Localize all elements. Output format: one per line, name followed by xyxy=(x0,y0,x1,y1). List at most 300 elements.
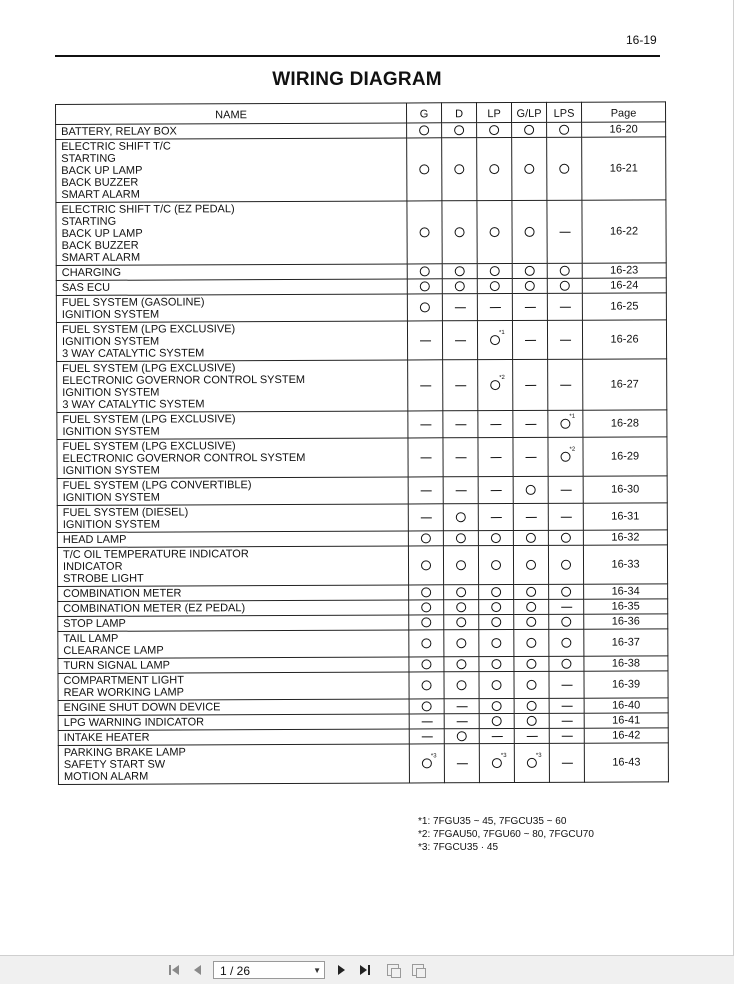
previous-page-icon[interactable] xyxy=(190,962,204,978)
row-name-cell xyxy=(56,264,407,281)
col-header-name: NAME xyxy=(56,103,407,125)
dash-mark-icon xyxy=(560,516,571,517)
circle-mark-icon xyxy=(422,701,432,711)
row-name-line: ELECTRONIC GOVERNOR CONTROL SYSTEM xyxy=(62,451,306,465)
row-name-line: ELECTRIC SHIFT T/C (EZ PEDAL) xyxy=(61,203,235,216)
row-name-line: FUEL SYSTEM (DIESEL) xyxy=(62,506,189,519)
circle-mark-icon xyxy=(491,602,501,612)
applicability-cell xyxy=(514,728,549,743)
col-header-glp: G/LP xyxy=(511,102,546,122)
row-name-cell xyxy=(56,294,407,323)
circle-mark-icon xyxy=(524,164,534,174)
dash-mark-icon xyxy=(489,307,500,308)
circle-mark-icon xyxy=(491,587,501,597)
applicability-cell xyxy=(549,584,584,599)
applicability-cell xyxy=(512,122,547,137)
applicability-cell xyxy=(479,615,514,630)
applicability-cell xyxy=(513,410,548,437)
applicability-cell xyxy=(549,698,584,713)
applicability-cell xyxy=(514,743,549,782)
circle-mark-icon xyxy=(525,266,535,276)
applicability-cell xyxy=(442,294,477,321)
applicability-cell xyxy=(478,411,513,438)
row-name-cell xyxy=(57,504,408,533)
table-header-row xyxy=(56,102,666,125)
applicability-cell xyxy=(444,585,479,600)
applicability-cell xyxy=(443,360,478,411)
dash-mark-icon xyxy=(560,489,571,490)
circle-mark-icon xyxy=(526,659,536,669)
applicability-cell xyxy=(547,320,582,359)
row-name-line: BACK BUZZER xyxy=(61,176,139,189)
circle-mark-icon xyxy=(455,281,465,291)
circle-mark-icon xyxy=(491,533,501,543)
row-name-cell xyxy=(56,201,407,266)
applicability-cell xyxy=(549,713,584,728)
first-page-icon[interactable] xyxy=(166,962,182,978)
applicability-cell xyxy=(443,546,478,585)
row-name-line: IGNITION SYSTEM xyxy=(62,464,160,477)
col-header-lps: LPS xyxy=(546,102,581,122)
circle-mark-icon xyxy=(561,560,571,570)
applicability-cell xyxy=(512,263,547,278)
applicability-cell xyxy=(547,278,582,293)
applicability-cell xyxy=(444,699,479,714)
row-name-cell xyxy=(58,630,409,659)
applicability-cell xyxy=(478,438,513,477)
applicability-cell xyxy=(512,293,547,320)
page-ref-cell: 16-20 xyxy=(582,122,666,137)
circle-mark-icon xyxy=(527,701,537,711)
row-name-line: SMART ALARM xyxy=(61,188,140,201)
applicability-cell xyxy=(548,503,583,530)
table-row xyxy=(56,293,666,323)
circle-mark-icon xyxy=(420,227,430,237)
dash-mark-icon xyxy=(420,457,431,458)
row-name-cell xyxy=(57,477,408,506)
circle-mark-icon xyxy=(490,375,505,390)
page-ref-cell: 16-21 xyxy=(582,137,666,200)
footnote-ref: *2 xyxy=(499,375,505,382)
applicability-cell xyxy=(409,699,444,714)
applicability-cell xyxy=(408,504,443,531)
row-name-cell xyxy=(57,360,408,413)
applicability-cell xyxy=(548,530,583,545)
page-indicator: 1 / 26 xyxy=(220,964,251,978)
applicability-cell xyxy=(408,438,443,477)
row-name-cell xyxy=(58,729,409,746)
applicability-cell xyxy=(444,657,479,672)
applicability-cell xyxy=(409,657,444,672)
table-row xyxy=(56,320,666,362)
page-ref-cell: 16-37 xyxy=(584,629,668,656)
table-row xyxy=(57,410,667,440)
circle-mark-icon xyxy=(526,560,536,570)
dash-mark-icon xyxy=(420,517,431,518)
applicability-cell xyxy=(442,138,477,201)
applicability-cell xyxy=(443,438,478,477)
dash-mark-icon xyxy=(525,456,536,457)
circle-mark-icon xyxy=(527,752,542,768)
row-name-cell xyxy=(57,438,408,479)
applicability-cell xyxy=(513,359,548,410)
dash-mark-icon xyxy=(490,457,501,458)
dash-mark-icon xyxy=(491,736,502,737)
dash-mark-icon xyxy=(561,720,572,721)
row-name-line: T/C OIL TEMPERATURE INDICATOR xyxy=(62,548,249,561)
applicability-cell xyxy=(408,477,443,504)
circle-mark-icon xyxy=(492,680,502,690)
applicability-cell xyxy=(514,584,549,599)
dash-mark-icon xyxy=(490,517,501,518)
page-number: 16-19 xyxy=(626,33,657,47)
circle-mark-icon xyxy=(490,281,500,291)
applicability-cell xyxy=(444,744,479,783)
row-name-line: FUEL SYSTEM (GASOLINE) xyxy=(61,296,205,309)
circle-mark-icon xyxy=(526,587,536,597)
applicability-cell xyxy=(444,729,479,744)
circle-mark-icon xyxy=(422,753,437,768)
next-page-icon[interactable] xyxy=(334,962,348,978)
applicability-cell xyxy=(477,279,512,294)
dash-mark-icon xyxy=(490,424,501,425)
page-ref-cell: 16-22 xyxy=(582,200,666,263)
footnote-ref: *1 xyxy=(569,413,576,420)
page-ref-cell: 16-32 xyxy=(583,530,667,545)
page-ref-cell: 16-35 xyxy=(584,599,668,614)
footnotes xyxy=(418,815,594,854)
circle-mark-icon xyxy=(421,659,431,669)
row-name-cell xyxy=(57,531,408,548)
applicability-cell xyxy=(409,729,444,744)
row-name-cell xyxy=(58,600,409,617)
header-rule xyxy=(55,55,660,57)
applicability-cell xyxy=(444,615,479,630)
circle-mark-icon xyxy=(561,638,571,648)
circle-mark-icon xyxy=(419,125,429,135)
two-page-view-icon[interactable] xyxy=(410,962,426,978)
circle-mark-icon xyxy=(526,638,536,648)
page-ref-cell: 16-36 xyxy=(584,614,668,629)
circle-mark-icon xyxy=(526,617,536,627)
row-name-line: FUEL SYSTEM (LPG EXCLUSIVE) xyxy=(62,362,236,375)
applicability-cell xyxy=(408,360,443,411)
page-ref-cell: 16-39 xyxy=(584,671,668,698)
circle-mark-icon xyxy=(525,227,535,237)
circle-mark-icon xyxy=(456,533,466,543)
row-name-line: FUEL SYSTEM (LPG EXCLUSIVE) xyxy=(61,323,236,336)
row-name-line: IGNITION SYSTEM xyxy=(61,308,160,321)
applicability-cell xyxy=(514,713,549,728)
applicability-cell xyxy=(549,728,584,743)
row-name-line: 3 WAY CATALYTIC SYSTEM xyxy=(62,398,205,411)
table-row xyxy=(57,545,667,587)
dash-mark-icon xyxy=(525,516,536,517)
applicability-cell xyxy=(479,600,514,615)
circle-mark-icon xyxy=(456,560,466,570)
applicability-cell xyxy=(478,504,513,531)
applicability-cell xyxy=(408,411,443,438)
applicability-cell xyxy=(549,743,584,782)
circle-mark-icon xyxy=(560,413,576,429)
circle-mark-icon xyxy=(454,125,464,135)
applicability-cell xyxy=(514,656,549,671)
applicability-cell xyxy=(477,321,512,360)
row-name-line: IGNITION SYSTEM xyxy=(62,491,160,504)
row-name-line: TURN SIGNAL LAMP xyxy=(63,659,171,672)
row-name-line: ELECTRONIC GOVERNOR CONTROL SYSTEM xyxy=(62,373,306,387)
page-ref-cell: 16-25 xyxy=(582,293,666,320)
row-name-line: FUEL SYSTEM (LPG CONVERTIBLE) xyxy=(62,479,252,492)
dash-mark-icon xyxy=(561,735,572,736)
circle-mark-icon xyxy=(456,659,466,669)
page-selector[interactable] xyxy=(213,961,325,979)
page-ref-cell: 16-40 xyxy=(584,698,668,713)
applicability-cell xyxy=(408,531,443,546)
dash-mark-icon xyxy=(526,735,537,736)
applicability-cell xyxy=(478,477,513,504)
row-name-cell xyxy=(58,585,409,602)
dash-mark-icon xyxy=(455,385,466,386)
dash-mark-icon xyxy=(490,490,501,491)
circle-mark-icon xyxy=(421,638,431,648)
row-name-line: CHARGING xyxy=(61,266,122,279)
table-row xyxy=(58,629,668,659)
dash-mark-icon xyxy=(421,721,432,722)
footnote-ref: *2 xyxy=(569,446,576,453)
page-ref-cell: 16-30 xyxy=(583,476,667,503)
page-ref-cell: 16-38 xyxy=(584,656,668,671)
table-row xyxy=(56,200,666,266)
applicability-cell xyxy=(477,201,512,264)
applicability-cell xyxy=(549,671,584,698)
applicability-cell xyxy=(477,138,512,201)
circle-mark-icon xyxy=(492,753,507,768)
applicability-cell xyxy=(407,264,442,279)
applicability-cell xyxy=(514,671,549,698)
circle-mark-icon xyxy=(419,164,429,174)
applicability-cell xyxy=(513,545,548,584)
circle-mark-icon xyxy=(561,446,576,462)
row-name-cell xyxy=(58,672,409,701)
single-page-view-icon[interactable] xyxy=(385,962,401,978)
circle-mark-icon xyxy=(420,281,430,291)
table-row xyxy=(58,743,668,785)
row-name-line: FUEL SYSTEM (LPG EXCLUSIVE) xyxy=(62,413,236,426)
row-name-line: FUEL SYSTEM (LPG EXCLUSIVE) xyxy=(62,440,236,453)
row-name-cell xyxy=(56,279,407,296)
last-page-icon[interactable] xyxy=(357,962,373,978)
circle-mark-icon xyxy=(457,680,467,690)
applicability-cell xyxy=(514,599,549,614)
row-name-cell xyxy=(56,123,407,140)
row-name-line: LPG WARNING INDICATOR xyxy=(63,716,205,729)
applicability-cell xyxy=(409,744,444,783)
applicability-cell xyxy=(442,123,477,138)
applicability-cell xyxy=(547,137,582,200)
applicability-cell xyxy=(479,585,514,600)
circle-mark-icon xyxy=(491,560,501,570)
navigation-toolbar xyxy=(0,955,734,984)
dash-mark-icon xyxy=(524,306,535,307)
row-name-line: STROBE LIGHT xyxy=(63,572,144,585)
page-ref-cell: 16-23 xyxy=(582,263,666,278)
applicability-cell xyxy=(547,122,582,137)
circle-mark-icon xyxy=(455,227,465,237)
applicability-cell xyxy=(547,293,582,320)
applicability-cell xyxy=(512,320,547,359)
applicability-cell xyxy=(444,714,479,729)
row-name-line: COMPARTMENT LIGHT xyxy=(63,674,184,687)
row-name-cell xyxy=(56,138,407,203)
dash-mark-icon xyxy=(420,490,431,491)
row-name-cell xyxy=(58,714,409,731)
applicability-cell xyxy=(409,600,444,615)
circle-mark-icon xyxy=(421,617,431,627)
circle-mark-icon xyxy=(561,617,571,627)
dash-mark-icon xyxy=(455,424,466,425)
applicability-cell xyxy=(444,672,479,699)
row-name-line: SAFETY START SW xyxy=(63,758,166,771)
table-row xyxy=(57,437,667,479)
applicability-cell xyxy=(549,656,584,671)
page-ref-cell: 16-24 xyxy=(582,278,666,293)
dash-mark-icon xyxy=(420,385,431,386)
row-name-line: INDICATOR xyxy=(62,560,123,573)
row-name-line: SAS ECU xyxy=(61,281,111,294)
circle-mark-icon xyxy=(492,716,502,726)
chevron-down-icon: ▼ xyxy=(313,966,321,975)
dash-mark-icon xyxy=(560,339,571,340)
applicability-cell xyxy=(407,201,442,264)
applicability-cell xyxy=(514,698,549,713)
applicability-cell xyxy=(477,294,512,321)
circle-mark-icon xyxy=(457,731,467,741)
circle-mark-icon xyxy=(524,125,534,135)
applicability-cell xyxy=(442,321,477,360)
circle-mark-icon xyxy=(491,659,501,669)
applicability-cell xyxy=(442,201,477,264)
applicability-cell xyxy=(409,714,444,729)
col-header-d: D xyxy=(441,103,476,123)
applicability-cell xyxy=(479,657,514,672)
circle-mark-icon xyxy=(526,533,536,543)
row-name-line: TAIL LAMP xyxy=(63,632,119,645)
applicability-cell xyxy=(477,123,512,138)
circle-mark-icon xyxy=(421,587,431,597)
applicability-cell xyxy=(408,546,443,585)
footnote: *3: 7FGCU35 · 45 xyxy=(418,842,499,853)
applicability-cell xyxy=(479,729,514,744)
applicability-cell xyxy=(549,629,584,656)
row-name-line: IGNITION SYSTEM xyxy=(62,386,160,399)
row-name-cell xyxy=(57,546,408,587)
row-name-line: HEAD LAMP xyxy=(62,533,127,546)
circle-mark-icon xyxy=(490,330,505,345)
circle-mark-icon xyxy=(489,125,499,135)
applicability-cell xyxy=(443,411,478,438)
applicability-cell xyxy=(409,615,444,630)
circle-mark-icon xyxy=(492,701,502,711)
applicability-cell xyxy=(514,614,549,629)
row-name-line: PARKING BRAKE LAMP xyxy=(63,746,186,759)
applicability-cell xyxy=(547,263,582,278)
applicability-cell xyxy=(548,545,583,584)
circle-mark-icon xyxy=(490,227,500,237)
circle-mark-icon xyxy=(456,617,466,627)
circle-mark-icon xyxy=(420,302,430,312)
circle-mark-icon xyxy=(559,164,569,174)
page-ref-cell: 16-26 xyxy=(582,320,666,359)
dash-mark-icon xyxy=(525,423,536,424)
circle-mark-icon xyxy=(561,587,571,597)
circle-mark-icon xyxy=(456,512,466,522)
applicability-cell xyxy=(478,546,513,585)
page-ref-cell: 16-33 xyxy=(583,545,667,584)
row-name-line: COMBINATION METER (EZ PEDAL) xyxy=(63,602,246,615)
applicability-cell xyxy=(477,264,512,279)
dash-mark-icon xyxy=(525,384,536,385)
applicability-cell xyxy=(512,137,547,200)
applicability-cell xyxy=(479,699,514,714)
applicability-cell xyxy=(512,200,547,263)
circle-mark-icon xyxy=(456,602,466,612)
dash-mark-icon xyxy=(454,307,465,308)
page-ref-cell: 16-31 xyxy=(583,503,667,530)
row-name-cell xyxy=(56,321,407,362)
col-header-g: G xyxy=(406,103,441,123)
applicability-cell xyxy=(478,360,513,411)
circle-mark-icon xyxy=(421,533,431,543)
row-name-line: REAR WORKING LAMP xyxy=(63,686,185,699)
dash-mark-icon xyxy=(559,306,570,307)
footnote: *2: 7FGAU50, 7FGU60 ~ 80, 7FGCU70 xyxy=(418,829,594,840)
applicability-cell xyxy=(409,585,444,600)
dash-mark-icon xyxy=(420,340,431,341)
applicability-cell xyxy=(443,477,478,504)
applicability-cell xyxy=(548,359,583,410)
table-row xyxy=(57,476,667,506)
circle-mark-icon xyxy=(526,485,536,495)
row-name-line: STOP LAMP xyxy=(63,617,126,630)
dash-mark-icon xyxy=(456,706,467,707)
row-name-line: ENGINE SHUT DOWN DEVICE xyxy=(63,701,221,714)
circle-mark-icon xyxy=(422,680,432,690)
circle-mark-icon xyxy=(560,266,570,276)
circle-mark-icon xyxy=(491,617,501,627)
dash-mark-icon xyxy=(525,339,536,340)
applicability-cell xyxy=(549,599,584,614)
applicability-cell xyxy=(479,672,514,699)
row-name-line: STARTING xyxy=(61,152,116,165)
circle-mark-icon xyxy=(456,638,466,648)
page-title: WIRING DIAGRAM xyxy=(272,69,442,90)
row-name-line: INTAKE HEATER xyxy=(63,731,150,744)
dash-mark-icon xyxy=(455,457,466,458)
applicability-cell xyxy=(409,672,444,699)
applicability-cell xyxy=(443,531,478,546)
dash-mark-icon xyxy=(559,231,570,232)
dash-mark-icon xyxy=(456,763,467,764)
page-ref-cell: 16-27 xyxy=(583,359,667,410)
page-ref-cell: 16-43 xyxy=(584,743,668,782)
circle-mark-icon xyxy=(560,281,570,291)
row-name-line: 3 WAY CATALYTIC SYSTEM xyxy=(62,347,205,360)
circle-mark-icon xyxy=(456,587,466,597)
footnote: *1: 7FGU35 ~ 45, 7FGCU35 ~ 60 xyxy=(418,816,567,827)
circle-mark-icon xyxy=(526,602,536,612)
table-body xyxy=(56,122,669,785)
